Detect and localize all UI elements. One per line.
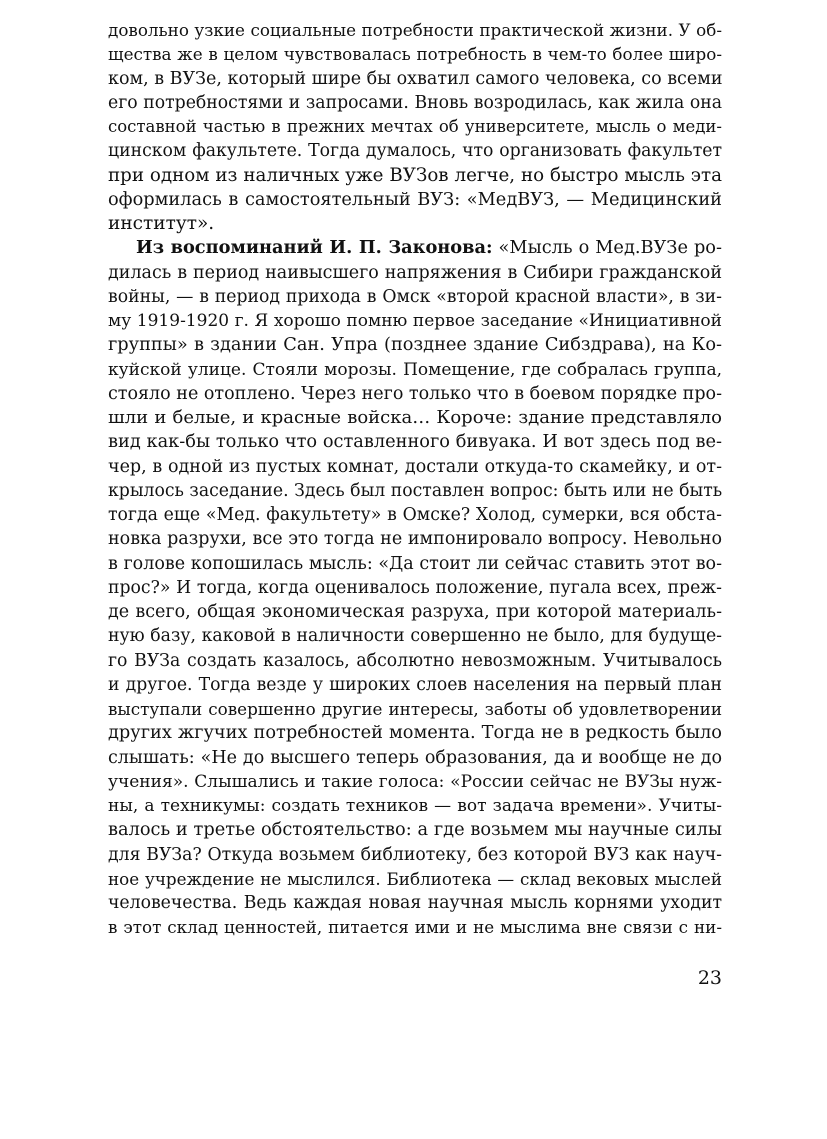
text-line: щества же в целом чувствовалась потребность в чем-то более широ- (108, 44, 722, 65)
text-line: де всего, общая экономическая разруха, при которой материаль- (108, 602, 722, 622)
text-line: ны, а техникумы: создать техников — вот задача времени». Учиты- (108, 796, 722, 816)
text-line: группы» в здании Сан. Упра (позднее здание Сибздрава), на Ко- (108, 335, 722, 356)
text-line: человечества. Ведь каждая новая научная мысль корнями уходит (108, 893, 722, 913)
text-line: прос?» И тогда, когда оценивалось положение, пугала всех, преж- (108, 577, 722, 598)
text-line (108, 236, 722, 260)
text-line: выступали совершенно другие интересы, заботы об удовлетворении (108, 699, 722, 719)
text-line: тогда еще «Мед. факультету» в Омске? Холод, сумерки, вся обста- (108, 505, 722, 525)
text-line: институт». (108, 213, 215, 234)
text-line: му 1919-1920 г. Я хорошо помню первое заседание «Инициативной (108, 311, 722, 331)
text-line: и другое. Тогда везде у широких слоев населения на первый план (108, 674, 722, 695)
text-line: валось и третье обстоятельство: а где возьмем мы научные силы (108, 820, 722, 841)
text-line: его потребностями и запросами. Вновь возродилась, как жила она (108, 92, 722, 113)
text-line: слышать: «Не до высшего теперь образования, да и вообще не до (108, 747, 722, 768)
page-text (108, 18, 722, 940)
text-line: оформилась в самостоятельный ВУЗ: «МедВУЗ, — Медицинский (108, 189, 722, 210)
text-line: в этот склад ценностей, питается ими и не мыслима вне связи с ни- (108, 917, 722, 938)
paragraph (108, 236, 722, 939)
text-line: ком, в ВУЗе, который шире бы охватил самого человека, со всеми (108, 68, 723, 89)
text-line: для ВУЗа? Откуда возьмем библиотеку, без которой ВУЗ как науч- (108, 844, 722, 865)
text-line: довольно узкие социальные потребности практической жизни. У об- (108, 20, 722, 40)
text-line: цинском факультете. Тогда думалось, что организовать факультет (108, 141, 722, 162)
text-line: новка разрухи, все это тогда не импонировало вопросу. Невольно (108, 529, 722, 550)
text-line: вид как-бы только что оставленного бивуака. И вот здесь под ве- (108, 432, 722, 453)
text-line: ное учреждение не мыслился. Библиотека — склад вековых мыслей (108, 868, 722, 889)
text-line: шли и белые, и красные войска… Короче: здание представляло (108, 407, 722, 428)
text-line: учения». Слышались и такие голоса: «России сейчас не ВУЗы нуж- (108, 771, 722, 792)
text-line: го ВУЗа создать казалось, абсолютно невозможным. Учитывалось (108, 650, 722, 671)
text-line: чер, в одной из пустых комнат, достали откуда-то скамейку, и от- (108, 456, 722, 477)
text-line: составной частью в прежних мечтах об университете, мысль о меди- (108, 117, 722, 136)
memoir-source-heading: Из воспоминаний И. П. Законова: (136, 237, 493, 259)
text-line: дилась в период наивысшего напряжения в Сибири гражданской (108, 262, 722, 283)
text-line: при одном из наличных уже ВУЗов легче, но быстро мысль эта (108, 164, 722, 186)
quote-start: «Мысль о Мед.ВУЗе ро- (492, 238, 722, 259)
text-line: крылось заседание. Здесь был поставлен вопрос: быть или не быть (108, 480, 723, 501)
text-line: ную базу, каковой в наличности совершенно не было, для будуще- (108, 626, 722, 647)
text-line: в голове копошилась мысль: «Да стоит ли сейчас ставить этот во- (108, 553, 722, 574)
text-line: войны, — в период прихода в Омск «второй красной власти», в зи- (108, 286, 722, 307)
page-number: 23 (697, 967, 722, 989)
text-line: стояло не отоплено. Через него только что в боевом порядке про- (108, 383, 722, 404)
paragraph (108, 18, 722, 236)
text-line: куйской улице. Стояли морозы. Помещение, где собралась группа, (108, 359, 722, 380)
text-line: других жгучих потребностей момента. Тогда не в редкость было (108, 723, 722, 744)
